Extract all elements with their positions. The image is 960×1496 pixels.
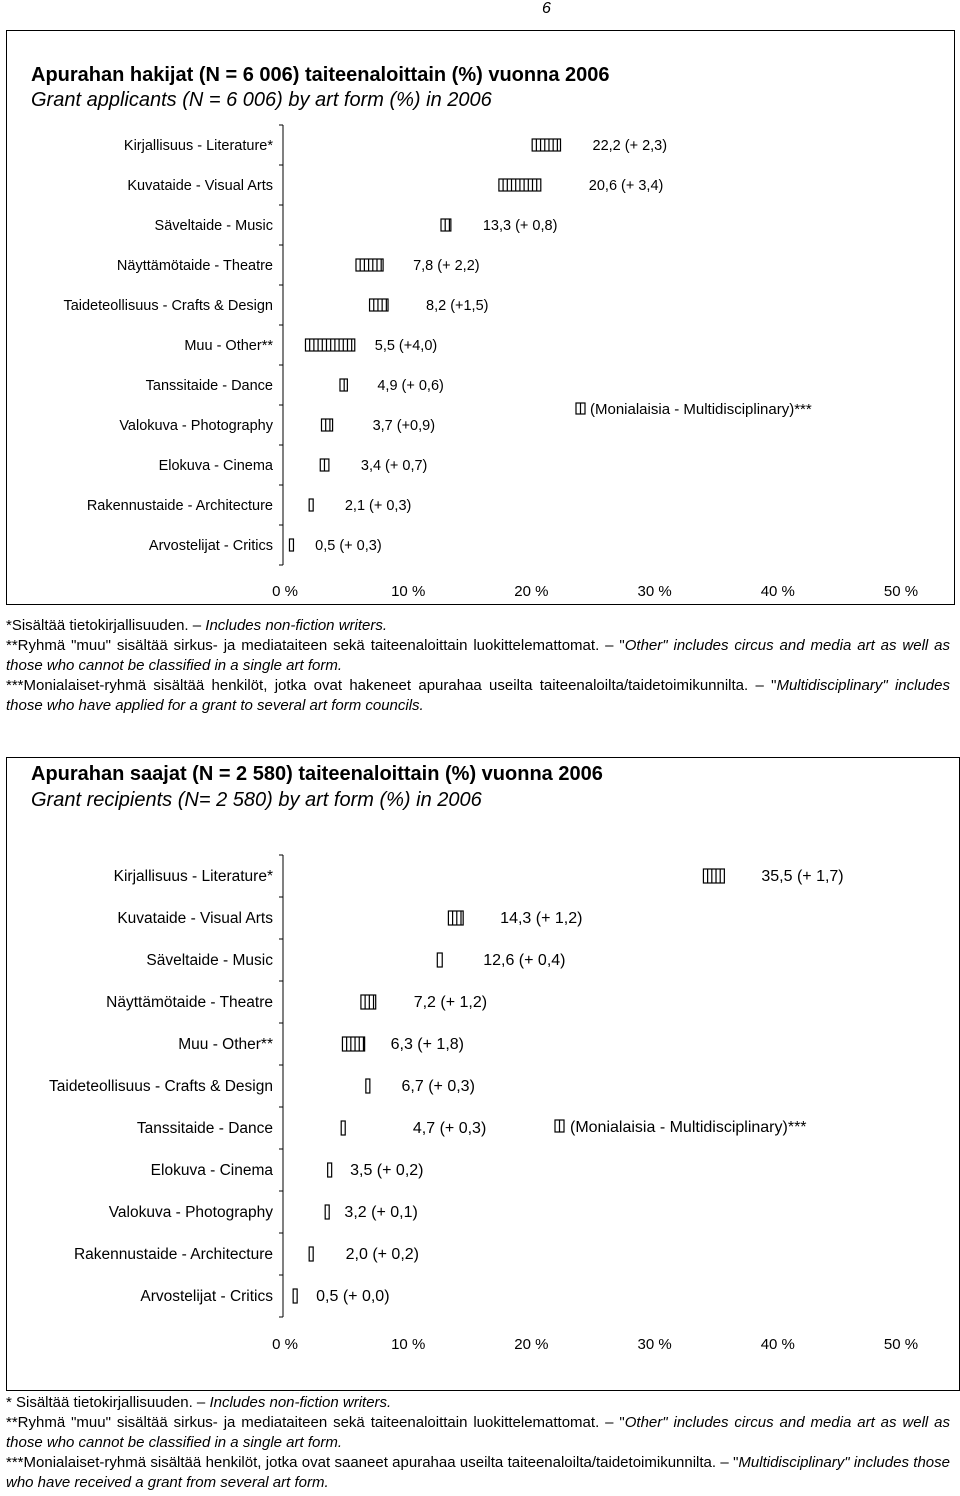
data-label: 4,7 (+ 0,3) (412, 1120, 487, 1137)
category-label: Kuvataide - Visual Arts (127, 178, 273, 194)
category-label: Tanssitaide - Dance (145, 378, 273, 394)
bar (309, 1247, 313, 1261)
data-label: 3,5 (+ 0,2) (350, 1162, 424, 1179)
note-r3-en: Multidisciplinary" includes those who have received a grant from several art form. (6, 1454, 950, 1491)
data-label: 8,2 (+1,5) (426, 298, 489, 314)
x-tick-label: 40 % (760, 1336, 795, 1353)
bar (703, 869, 724, 883)
data-label: 6,7 (+ 0,3) (401, 1078, 475, 1095)
page-number: 6 (542, 0, 551, 17)
x-tick-label: 10 % (391, 1336, 426, 1353)
note-r2-en: Other" includes circus and media art as well as those who cannot be classified in a single art form. (6, 1414, 951, 1451)
bar (293, 1289, 297, 1303)
category-label: Elokuva - Cinema (150, 1162, 273, 1179)
note-r2 (6, 1413, 950, 1453)
chart-title-applicants: Apurahan hakijat (N = 6 006) taiteenaloittain (%) vuonna 2006 (31, 64, 610, 86)
note-1-en: Includes non-fiction writers. (205, 617, 388, 634)
category-label: Muu - Other** (178, 1036, 273, 1053)
bar (328, 1163, 332, 1177)
category-label: Kuvataide - Visual Arts (117, 910, 273, 927)
legend-label: (Monialaisia - Multidisciplinary)*** (590, 401, 812, 418)
category-label: Rakennustaide - Architecture (86, 498, 273, 514)
data-label: 14,3 (+ 1,2) (500, 910, 583, 927)
note-2-fi: **Ryhmä "muu" sisältää sirkus- ja mediataiteen sekä taiteenaloittain luokittelemattomat. – " (6, 637, 625, 654)
data-label: 22,2 (+ 2,3) (592, 138, 668, 154)
data-label: 5,5 (+4,0) (374, 338, 438, 354)
chart-subtitle-applicants: Grant applicants (N = 6 006) by art form (%) in 2006 (31, 89, 492, 111)
data-label: 2,0 (+ 0,2) (345, 1246, 420, 1263)
data-label: 13,3 (+ 0,8) (482, 218, 558, 234)
bar (325, 1205, 329, 1219)
category-label: Kirjallisuus - Literature* (123, 138, 273, 154)
x-tick-label: 0 % (272, 583, 298, 600)
notes-recipients (6, 1393, 950, 1493)
category-label: Tanssitaide - Dance (136, 1120, 273, 1137)
bar (366, 1079, 370, 1093)
bar (342, 1037, 364, 1051)
category-label: Elokuva - Cinema (158, 458, 273, 474)
category-label: Säveltaide - Music (154, 218, 273, 234)
note-3-fi: ***Monialaiset-ryhmä sisältää henkilöt, jotka ovat hakeneet apurahaa useilta taiteenaloilta/taidetoimikunnilta. – " (6, 677, 777, 694)
data-label: 3,7 (+0,9) (372, 418, 436, 434)
data-label: 7,2 (+ 1,2) (413, 994, 488, 1011)
x-tick-label: 30 % (637, 1336, 672, 1353)
note-r2-fi: **Ryhmä "muu" sisältää sirkus- ja mediataiteen sekä taiteenaloittain luokittelemattomat. – " (6, 1414, 625, 1431)
x-tick-label: 20 % (514, 583, 549, 600)
bar (341, 1121, 345, 1135)
data-label: 7,8 (+ 2,2) (413, 258, 480, 274)
data-label: 35,5 (+ 1,7) (761, 868, 844, 885)
note-2-en: Other" includes circus and media art as well as those who cannot be classified in a single art form. (6, 637, 951, 674)
data-label: 0,5 (+ 0,0) (316, 1288, 390, 1305)
bar (361, 995, 376, 1009)
x-tick-label: 50 % (883, 1336, 919, 1353)
data-label: 6,3 (+ 1,8) (390, 1036, 464, 1053)
category-label: Näyttämötaide - Theatre (116, 258, 273, 274)
data-label: 4,9 (+ 0,6) (377, 378, 444, 394)
x-tick-label: 20 % (514, 1336, 549, 1353)
note-1-fi: *Sisältää tietokirjallisuuden. – (6, 617, 206, 634)
x-tick-label: 10 % (391, 583, 426, 600)
x-tick-label: 50 % (883, 583, 919, 600)
data-label: 20,6 (+ 3,4) (588, 178, 664, 194)
note-r1-en: Includes non-fiction writers. (209, 1394, 392, 1411)
x-tick-label: 40 % (760, 583, 795, 600)
note-r1 (6, 1393, 950, 1413)
category-label: Valokuva - Photography (119, 418, 273, 434)
data-label: 2,1 (+ 0,3) (344, 498, 412, 514)
data-label: 12,6 (+ 0,4) (483, 952, 566, 969)
note-r3-fi: ***Monialaiset-ryhmä sisältää henkilöt, jotka ovat saaneet apurahaa useilta taiteenaloilta/taidetoimikunnilta. – " (6, 1454, 739, 1471)
category-label: Arvostelijat - Critics (140, 1288, 273, 1305)
chart-subtitle-recipients: Grant recipients (N= 2 580) by art form (%) in 2006 (31, 789, 482, 811)
bar (448, 911, 463, 925)
note-r1-fi: * Sisältää tietokirjallisuuden. – (6, 1394, 210, 1411)
chart-title-recipients: Apurahan saajat (N = 2 580) taiteenaloittain (%) vuonna 2006 (31, 763, 603, 785)
note-r3 (6, 1453, 950, 1493)
category-label: Taideteollisuus - Crafts & Design (49, 1078, 273, 1095)
x-tick-label: 30 % (637, 583, 672, 600)
data-label: 3,4 (+ 0,7) (360, 458, 428, 474)
category-label: Taideteollisuus - Crafts & Design (63, 298, 273, 314)
category-label: Säveltaide - Music (146, 952, 273, 969)
legend-swatch (555, 1120, 564, 1132)
legend-label: (Monialaisia - Multidisciplinary)*** (570, 1119, 807, 1136)
note-3-en: Multidisciplinary" includes those who have applied for a grant to several art form councils. (6, 677, 950, 714)
bar (437, 953, 442, 967)
category-label: Arvostelijat - Critics (148, 538, 273, 554)
category-label: Valokuva - Photography (108, 1204, 273, 1221)
x-tick-label: 0 % (272, 1336, 298, 1353)
category-label: Kirjallisuus - Literature* (113, 868, 273, 885)
data-label: 3,2 (+ 0,1) (344, 1204, 418, 1221)
category-label: Muu - Other** (184, 338, 273, 354)
category-label: Näyttämötaide - Theatre (106, 994, 273, 1011)
category-label: Rakennustaide - Architecture (73, 1246, 273, 1263)
data-label: 0,5 (+ 0,3) (315, 538, 382, 554)
